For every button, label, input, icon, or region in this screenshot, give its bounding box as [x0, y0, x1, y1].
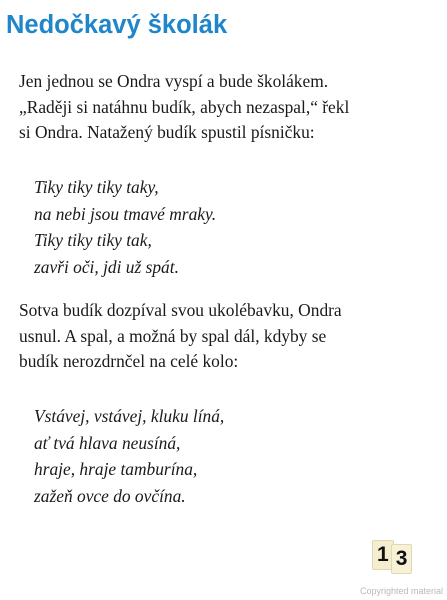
page-number	[372, 540, 415, 570]
paragraph-2	[19, 298, 342, 375]
story-title: Nedočkavý školák	[6, 11, 228, 39]
verse-line: na nebi jsou tmavé mraky.	[34, 203, 217, 224]
paragraph-line: Jen jednou se Ondra vyspí a bude školákem.	[19, 71, 329, 91]
verse-line: ať tvá hlava neusíná,	[34, 432, 181, 453]
paragraph-line: Sotva budík dozpíval svou ukolébavku, Ondra	[19, 300, 342, 320]
page-number-digit: 3	[391, 544, 413, 574]
verse-line: Tiky tiky tiky tak,	[34, 230, 152, 251]
verse-line: zavři oči, jdi už spát.	[34, 257, 179, 278]
paragraph-1	[19, 69, 349, 146]
page-number-digit: 1	[372, 540, 394, 570]
paragraph-line: „Raději si natáhnu budík, abych nezaspal,“ řekl	[19, 96, 350, 117]
verse-line: Vstávej, vstávej, kluku líná,	[34, 406, 225, 426]
paragraph-line: usnul. A spal, a možná by spal dál, kdyby se	[19, 325, 327, 346]
verse-line: zažeň ovce do ovčína.	[34, 486, 186, 507]
copyright-watermark: Copyrighted material	[359, 586, 443, 596]
verse-line: hraje, hraje tamburína,	[34, 459, 198, 480]
verse-line: Tiky tiky tiky taky,	[34, 177, 159, 197]
verse-1	[34, 174, 216, 281]
paragraph-line: si Ondra. Natažený budík spustil písničku:	[19, 122, 315, 142]
verse-2	[34, 403, 224, 510]
paragraph-line: budík nerozdrnčel na celé kolo:	[19, 351, 239, 371]
